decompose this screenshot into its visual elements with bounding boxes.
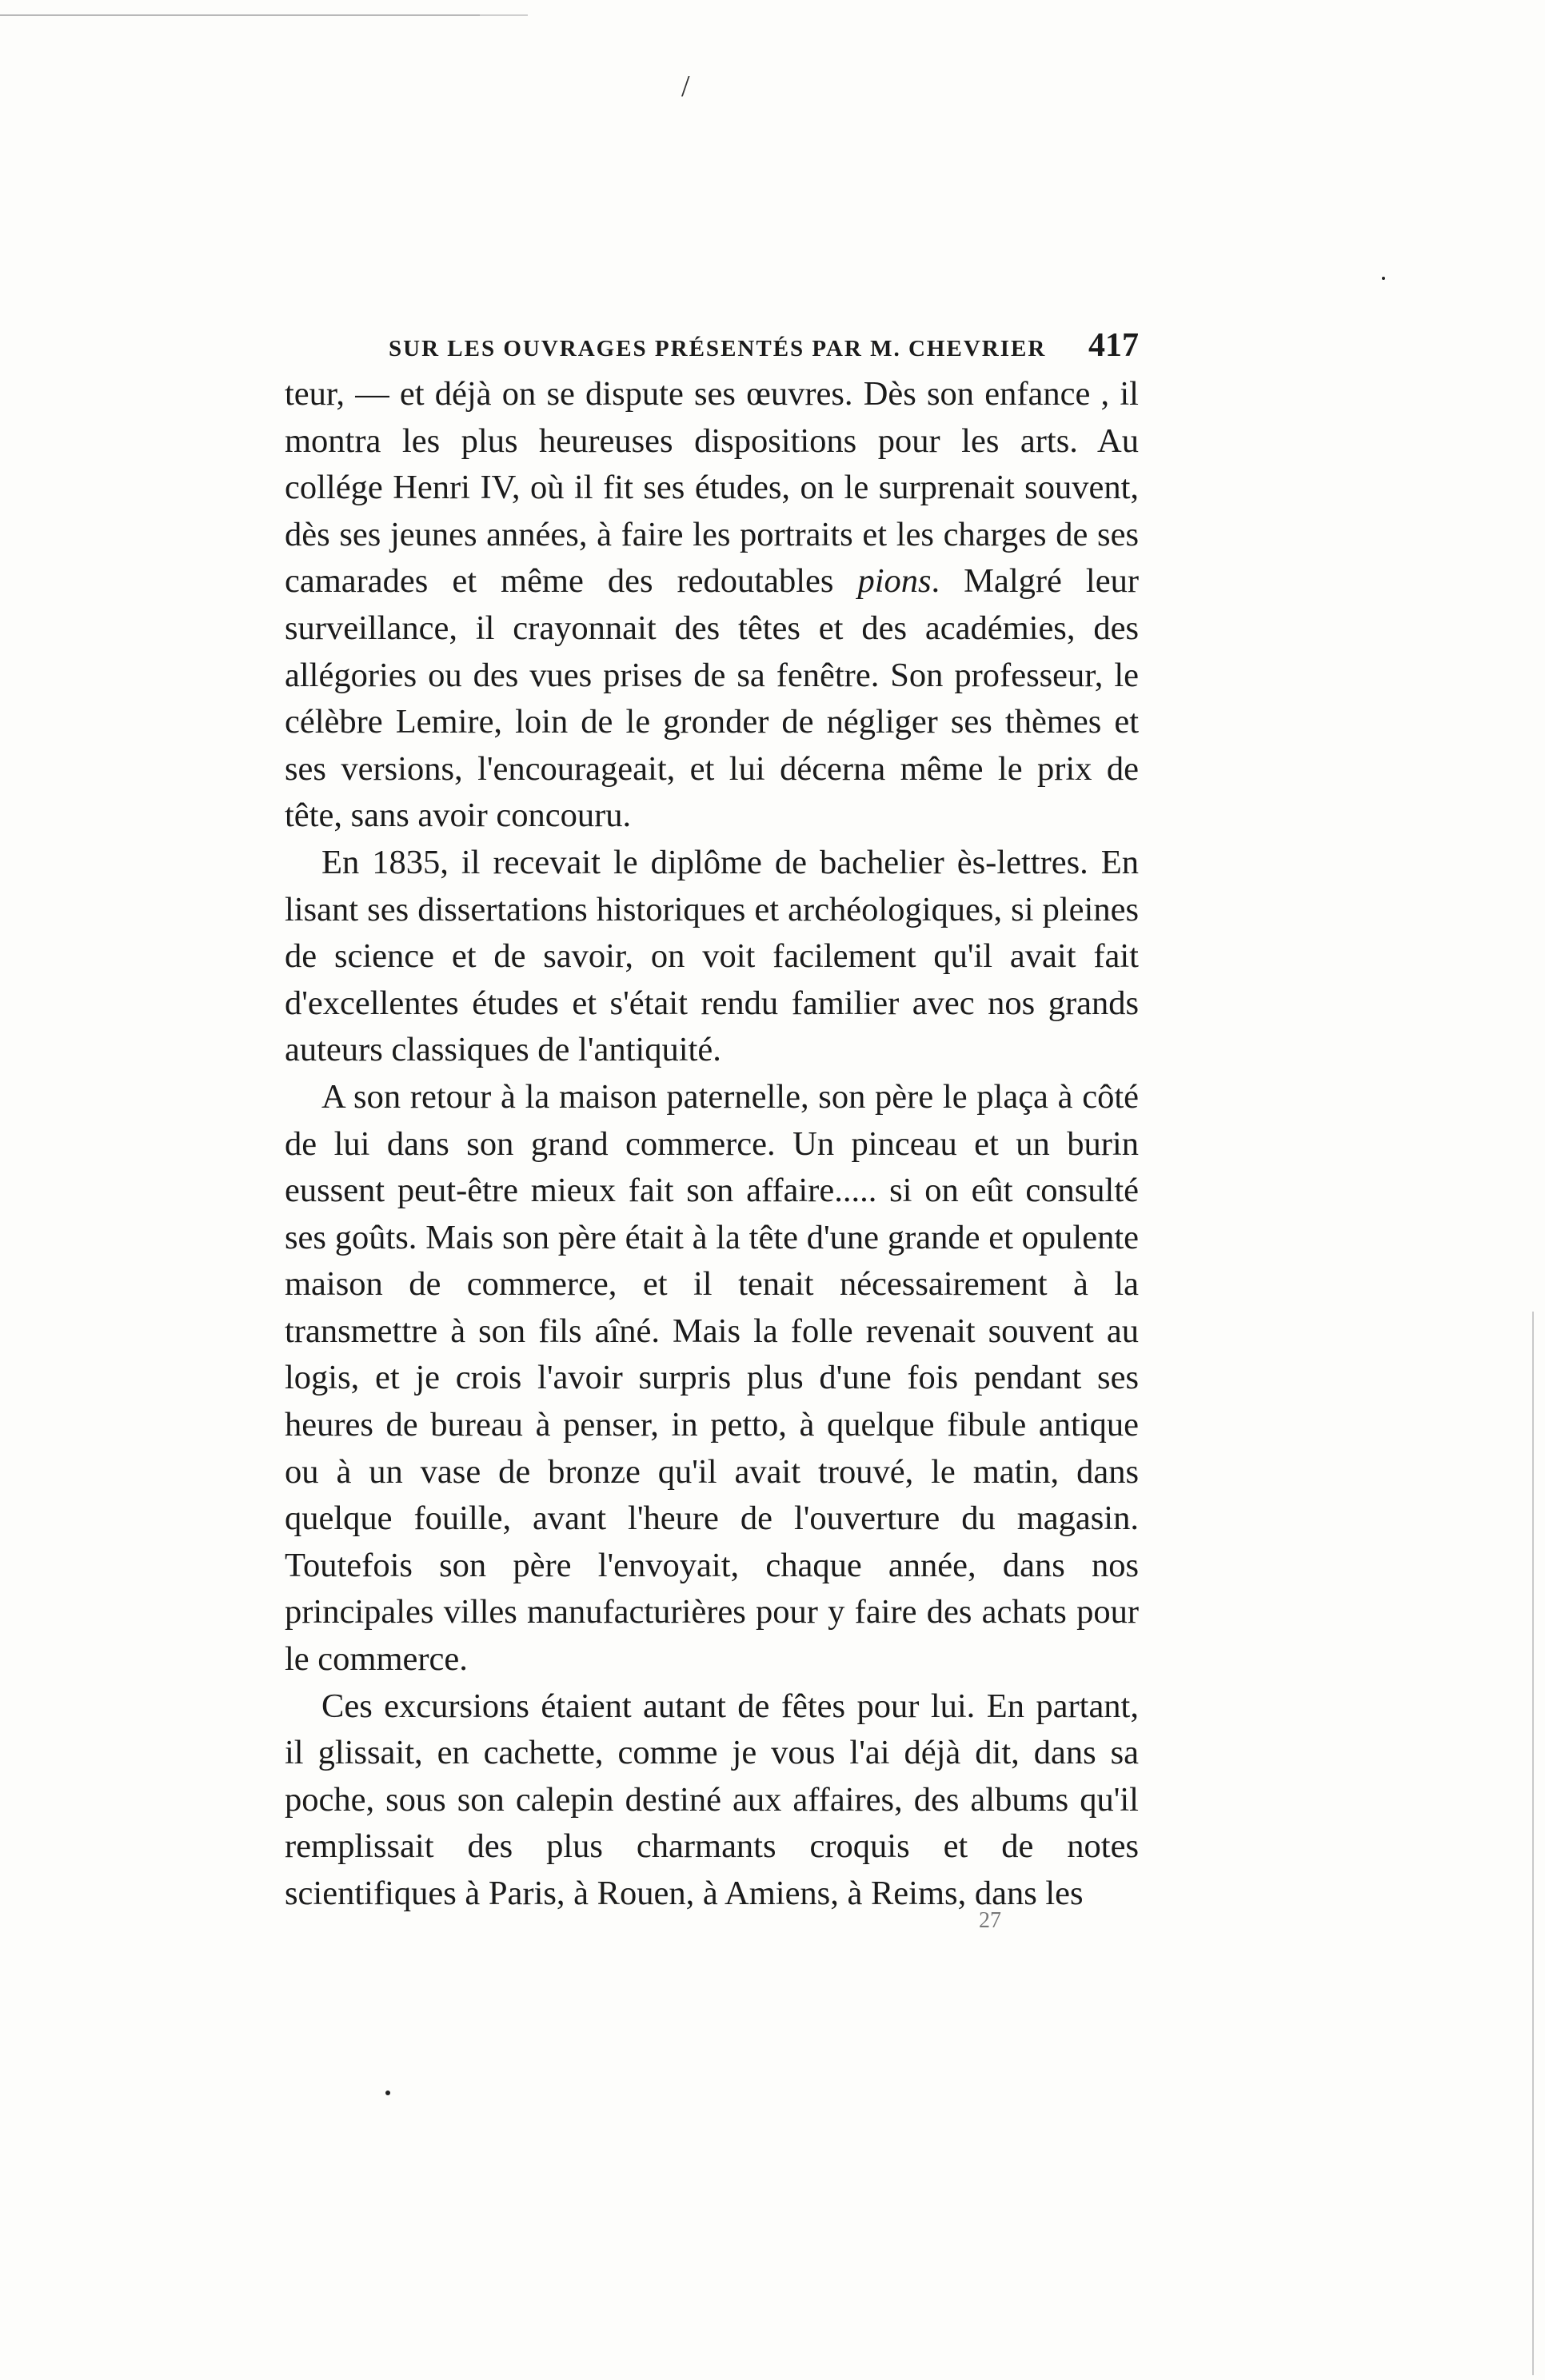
ink-speck [385,2090,390,2095]
ink-speck [1382,277,1385,280]
emphasis-pions: pions [857,562,932,601]
paragraph-1 [285,371,1139,840]
stray-pen-mark: / [681,70,690,103]
running-title: SUR LES OUVRAGES PRÉSENTÉS PAR M. CHEVRIER [389,336,1047,361]
paragraph-1-text: teur, — et déjà on se dispute ses œuvres. Dès son enfance , il montra les plus heureuses dispositions pour les arts. Au collége Henri IV, où il fit ses études, on le surprenait souvent, dès ses jeunes années, à faire les portraits et les charges de ses camarades et même des redoutables [285,375,1139,601]
book-page [285,326,1139,1918]
paragraph-1-text-cont: . Malgré leur surveillance, il crayonnait des têtes et des académies, des allégories ou des vues prises de sa fenêtre. Son professeur, le célèbre Lemire, loin de le gronder de négliger ses thèmes et ses versions, l'encourageait, et lui décerna même le prix de tête, sans avoir concouru. [285,562,1139,835]
paragraph-3: A son retour à la maison paternelle, son père le plaça à côté de lui dans son grand commerce. Un pinceau et un burin eussent peut-être mieux fait son affaire..... si on eût consulté ses goûts. Mais son père était à la tête d'une grande et opulente maison de commerce, et il tenait nécessairement à la transmettre à son fils aîné. Mais la folle revenait souvent au logis, et je crois l'avoir surpris plus d'une fois pendant ses heures de bureau à penser, in petto, à quelque fibule antique ou à un vase de bronze qu'il avait trouvé, le matin, dans quelque fouille, avant l'heure de l'ouverture du magasin. Toutefois son père l'envoyait, chaque année, dans nos principales villes manufacturières pour y faire des achats pour le commerce. [285,1077,1139,1679]
signature-mark: 27 [979,1908,1001,1933]
top-scan-rule [0,14,480,16]
paragraph-2: En 1835, il recevait le diplôme de bachelier ès-lettres. En lisant ses dissertations historiques et archéologiques, si pleines de science et de savoir, on voit facilement qu'il avait fait d'excellentes études et s'était rendu familier avec nos grands auteurs classiques de l'antiquité. [285,843,1139,1069]
running-header [285,326,1139,371]
paragraph-4: Ces excursions étaient autant de fêtes pour lui. En partant, il glissait, en cachette, comme je vous l'ai déjà dit, dans sa poche, sous son calepin destiné aux affaires, des albums qu'il remplissait des plus charmants croquis et de notes scientifiques à Paris, à Rouen, à Amiens, à Reims, dans les [285,1687,1139,1912]
page-body [285,371,1139,1918]
page-number: 417 [1088,327,1139,364]
top-scan-rule-fragment [480,14,528,16]
page-edge-line [1532,1312,1534,2375]
